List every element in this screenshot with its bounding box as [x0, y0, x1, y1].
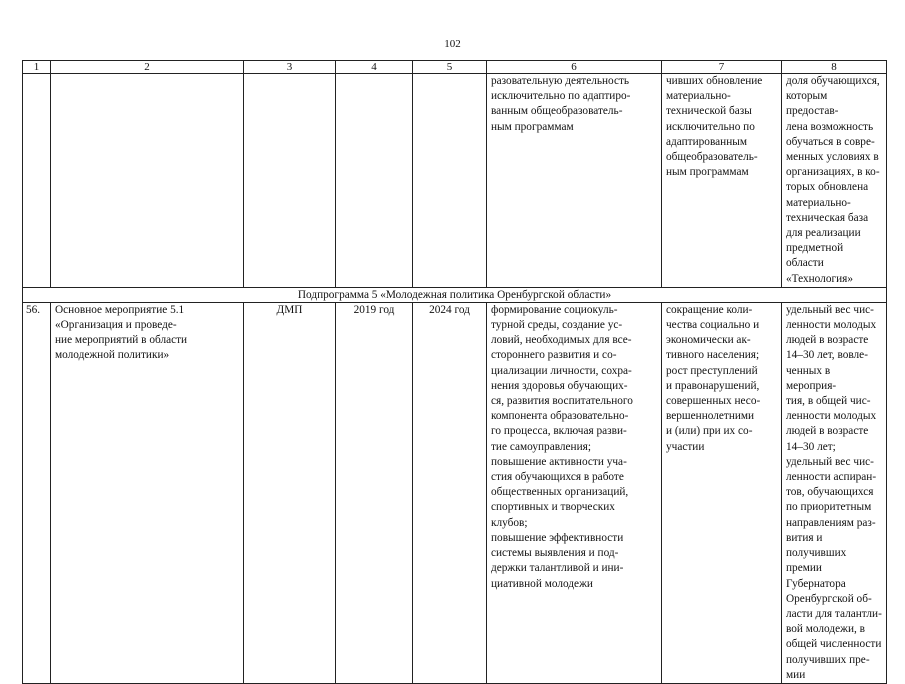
start-year: 2019 год [336, 302, 413, 683]
non-implementation-consequences: сокращение коли- чества социально и экономически ак- тивного населения; рост преступлений и правонарушений, совершенных несо- вершеннолетними и (или) при их со- участии [662, 302, 782, 683]
expected-result: формирование социокуль- турной среды, создание ус- ловий, необходимых для все- стороннего развития и со- циализации личности, сохра- нения здоровья обучающих- ся, развития воспитательного компонента образовательно- го процесса, включая разви- тие самоуправления; повышение активности уча- стия обучающихся в работе общественных организаций, спортивных и творческих клубов; повышение эффективности системы выявления и под- держки талантливой и ини- циативной молодежи [487, 302, 662, 683]
header-col-6: 6 [487, 61, 662, 74]
header-col-4: 4 [336, 61, 413, 74]
table-row [23, 302, 887, 683]
continued-result-cell: разовательную деятельность исключительно по адаптиро- ванным общеобразователь- ным программам [487, 74, 662, 288]
header-col-1: 1 [23, 61, 51, 74]
activity-name: Основное мероприятие 5.1 «Организация и проведе- ние мероприятий в области молодежной политики» [51, 302, 244, 683]
program-table [22, 60, 887, 684]
end-year: 2024 год [413, 302, 487, 683]
header-col-8: 8 [782, 61, 887, 74]
header-col-7: 7 [662, 61, 782, 74]
page-number: 102 [444, 38, 461, 50]
header-col-3: 3 [244, 61, 336, 74]
row-number: 56. [23, 302, 51, 683]
continued-num-cell [23, 74, 51, 288]
continued-start-cell [336, 74, 413, 288]
executor: ДМП [244, 302, 336, 683]
continued-indicators-cell: доля обучающихся, которым предостав- лена возможность обучаться в совре- менных условиях в организациях, в ко- торых обновлена материально- техническая база для реализации предметной области «Технология» [782, 74, 887, 288]
related-indicators: удельный вес чис- ленности молодых людей в возрасте 14–30 лет, вовле- ченных в мероприя- тия, в общей чис- ленности молодых людей в возрасте 14–30 лет; удельный вес чис- ленности аспиран- тов, обучающихся по приоритетным направлениям раз- вития и получивших премии Губернатора Оренбургской об- ласти для талантли- вой молодежи, в общей численности получивших пре- мии [782, 302, 887, 683]
subprogram-row [23, 287, 887, 302]
continued-consequences-cell: чивших обновление материально- технической базы исключительно по адаптированным общеобразователь- ным программам [662, 74, 782, 288]
header-col-2: 2 [51, 61, 244, 74]
continued-end-cell [413, 74, 487, 288]
header-col-5: 5 [413, 61, 487, 74]
continued-executor-cell [244, 74, 336, 288]
continued-name-cell [51, 74, 244, 288]
subprogram-title: Подпрограмма 5 «Молодежная политика Оренбургской области» [23, 287, 887, 302]
header-row [23, 61, 887, 74]
continued-row [23, 74, 887, 288]
